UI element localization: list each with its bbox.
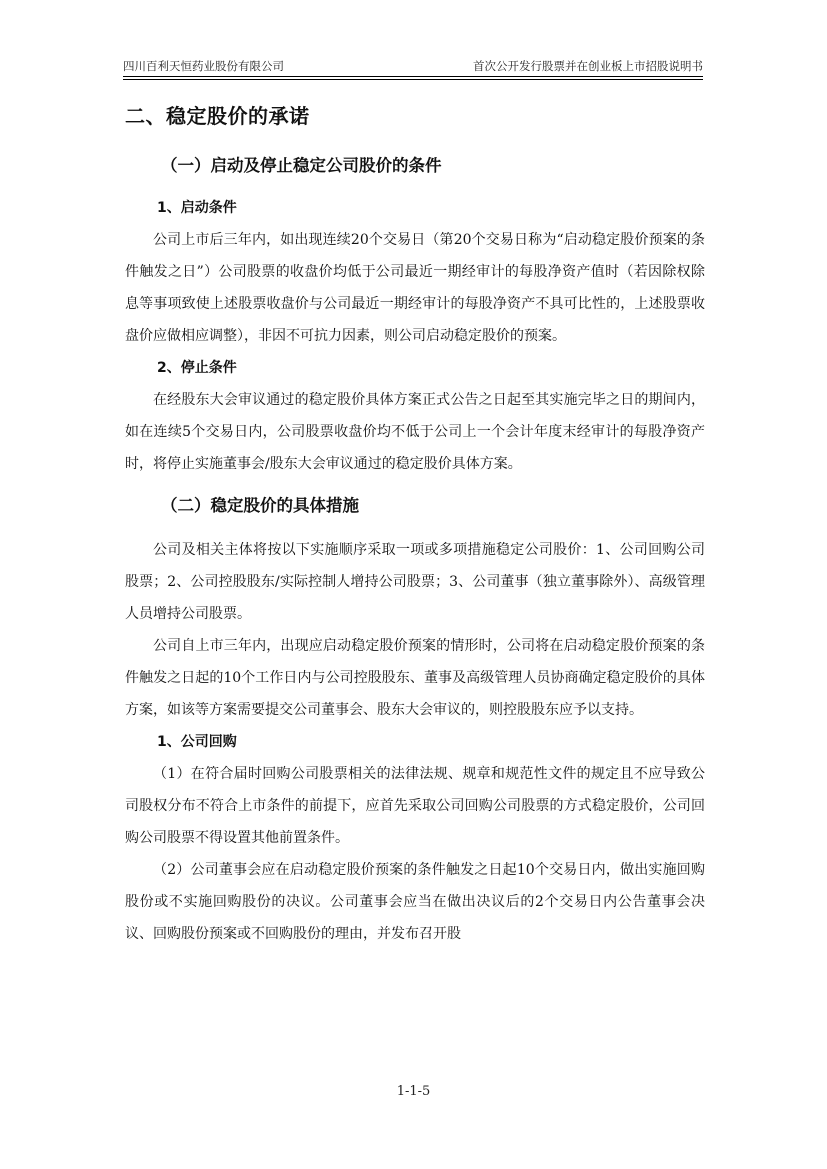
paragraph-buyback-2: （2）公司董事会应在启动稳定股价预案的条件触发之日起10个交易日内，做出实施回购股份或不实施回购股份的决议。公司董事会应当在做出决议后的2个交易日内公告董事会决议、回购股份预案或不回购股份的理由，并发布召开股: [125, 862, 705, 942]
item-title-start-conditions: 1、启动条件: [157, 200, 237, 216]
subsection-title-conditions: （一）启动及停止稳定公司股价的条件: [161, 156, 442, 175]
page-body: [125, 96, 705, 950]
header-doc-title: 首次公开发行股票并在创业板上市招股说明书: [473, 59, 703, 73]
item-title-stop-conditions: 2、停止条件: [157, 360, 237, 376]
section-title: 二、稳定股价的承诺: [125, 104, 310, 128]
paragraph-buyback-1: （1）在符合届时回购公司股票相关的法律法规、规章和规范性文件的规定且不应导致公司股权分布不符合上市条件的前提下，应首先采取公司回购公司股票的方式稳定股价，公司回购公司股票不得设置其他前置条件。: [125, 766, 705, 846]
item-title-company-buyback: 1、公司回购: [157, 734, 237, 750]
header-rule-thin: [123, 79, 703, 80]
page-number: 1-1-5: [396, 1084, 431, 1099]
header-company: 四川百利天恒药业股份有限公司: [123, 59, 284, 73]
paragraph-measures-plan: 公司自上市三年内，出现应启动稳定股价预案的情形时，公司将在启动稳定股价预案的条件触发之日起的10个工作日内与公司控股股东、董事及高级管理人员协商确定稳定股价的具体方案，如该等方案需要提交公司董事会、股东大会审议的，则控股股东应予以支持。: [125, 638, 705, 718]
paragraph-start-conditions: 公司上市后三年内，如出现连续20个交易日（第20个交易日称为“启动稳定股价预案的条件触发之日”）公司股票的收盘价均低于公司最近一期经审计的每股净资产值时（若因除权除息等事项致使上述股票收盘价与公司最近一期经审计的每股净资产不具可比性的，上述股票收盘价应做相应调整），非因不可抗力因素，则公司启动稳定股价的预案。: [125, 232, 705, 344]
header-rule-thick: [123, 76, 703, 77]
paragraph-measures-order: 公司及相关主体将按以下实施顺序采取一项或多项措施稳定公司股价：1、公司回购公司股票；2、公司控股股东/实际控制人增持公司股票；3、公司董事（独立董事除外）、高级管理人员增持公司股票。: [125, 542, 705, 622]
paragraph-stop-conditions: 在经股东大会审议通过的稳定股价具体方案正式公告之日起至其实施完毕之日的期间内，如在连续5个交易日内，公司股票收盘价均不低于公司上一个会计年度末经审计的每股净资产时，将停止实施董事会/股东大会审议通过的稳定股价具体方案。: [125, 392, 705, 472]
subsection-title-measures: （二）稳定股价的具体措施: [161, 496, 359, 515]
